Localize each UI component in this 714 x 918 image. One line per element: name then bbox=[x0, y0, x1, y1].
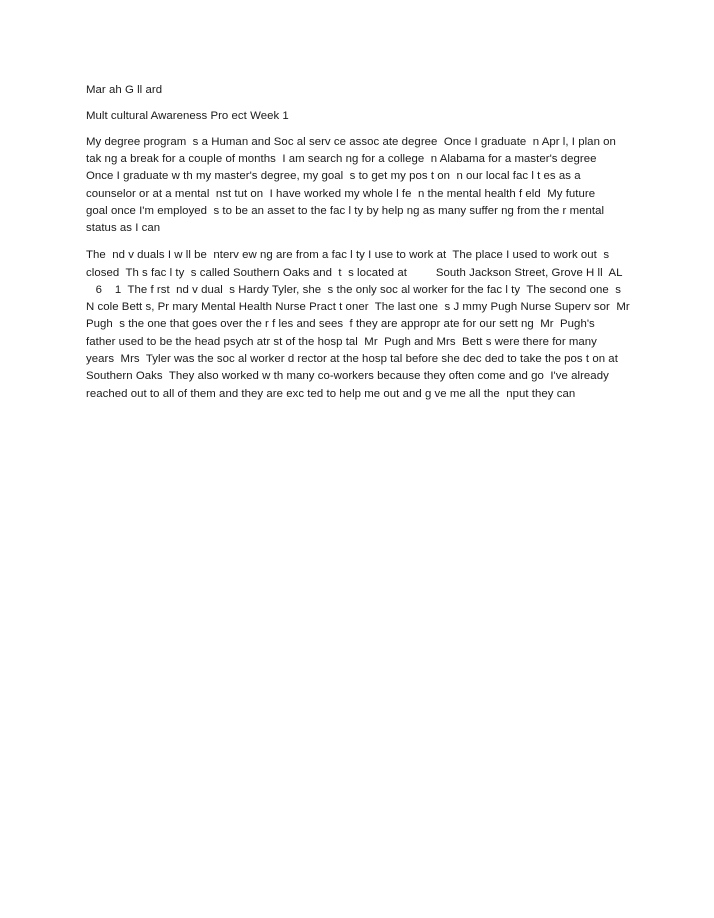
paragraph-line: closed Th s fac l ty s called Southern Oaks and t s located at South Jackson Street, Grove H ll AL bbox=[86, 266, 623, 279]
paragraph-line: Pugh s the one that goes over the r f les and sees f they are appropr ate for our sett ng Mr Pugh's bbox=[86, 318, 595, 331]
paragraph-line: tak ng a break for a couple of months I am search ng for a college n Alabama for a master's degree bbox=[86, 153, 597, 166]
paragraph-line: status as I can bbox=[86, 222, 161, 235]
paragraph-line: goal once I'm employed s to be an asset to the fac l ty by help ng as many suffer ng from the r mental bbox=[86, 204, 605, 217]
paragraph-line: Once I graduate w th my master's degree, my goal s to get my pos t on n our local fac l t es as a bbox=[86, 170, 581, 183]
paragraph-line: Southern Oaks They also worked w th many co-workers because they often come and go I've already bbox=[86, 370, 609, 383]
paragraph-line: N cole Bett s, Pr mary Mental Health Nurse Pract t oner The last one s J mmy Pugh Nurse Superv sor Mr bbox=[86, 301, 630, 314]
document-title: Mult cultural Awareness Pro ect Week 1 bbox=[86, 110, 289, 122]
author-name: Mar ah G ll ard bbox=[86, 84, 163, 96]
paragraph-line: My degree program s a Human and Soc al serv ce assoc ate degree Once I graduate n Apr l, I plan on bbox=[86, 136, 616, 148]
paragraph-line: 6 1 The f rst nd v dual s Hardy Tyler, she s the only soc al worker for the fac l ty The second one s bbox=[86, 283, 621, 296]
paragraph-line: father used to be the head psych atr st of the hosp tal Mr Pugh and Mrs Bett s were there for many bbox=[86, 335, 597, 348]
document-body bbox=[86, 82, 646, 403]
paragraph-line: years Mrs Tyler was the soc al worker d rector at the hosp tal before she dec ded to take the pos t on at bbox=[86, 353, 618, 365]
paragraph-line: The nd v duals I w ll be nterv ew ng are from a fac l ty I use to work at The place I used to work out s bbox=[86, 249, 610, 262]
paragraph-degree-plans bbox=[86, 134, 646, 237]
paragraph-line: counselor or at a mental nst tut on I have worked my whole l fe n the mental health f eld My future bbox=[86, 187, 596, 200]
paragraph-interviewees bbox=[86, 247, 646, 403]
paragraph-line: reached out to all of them and they are exc ted to help me out and g ve me all the nput they can bbox=[86, 387, 576, 400]
